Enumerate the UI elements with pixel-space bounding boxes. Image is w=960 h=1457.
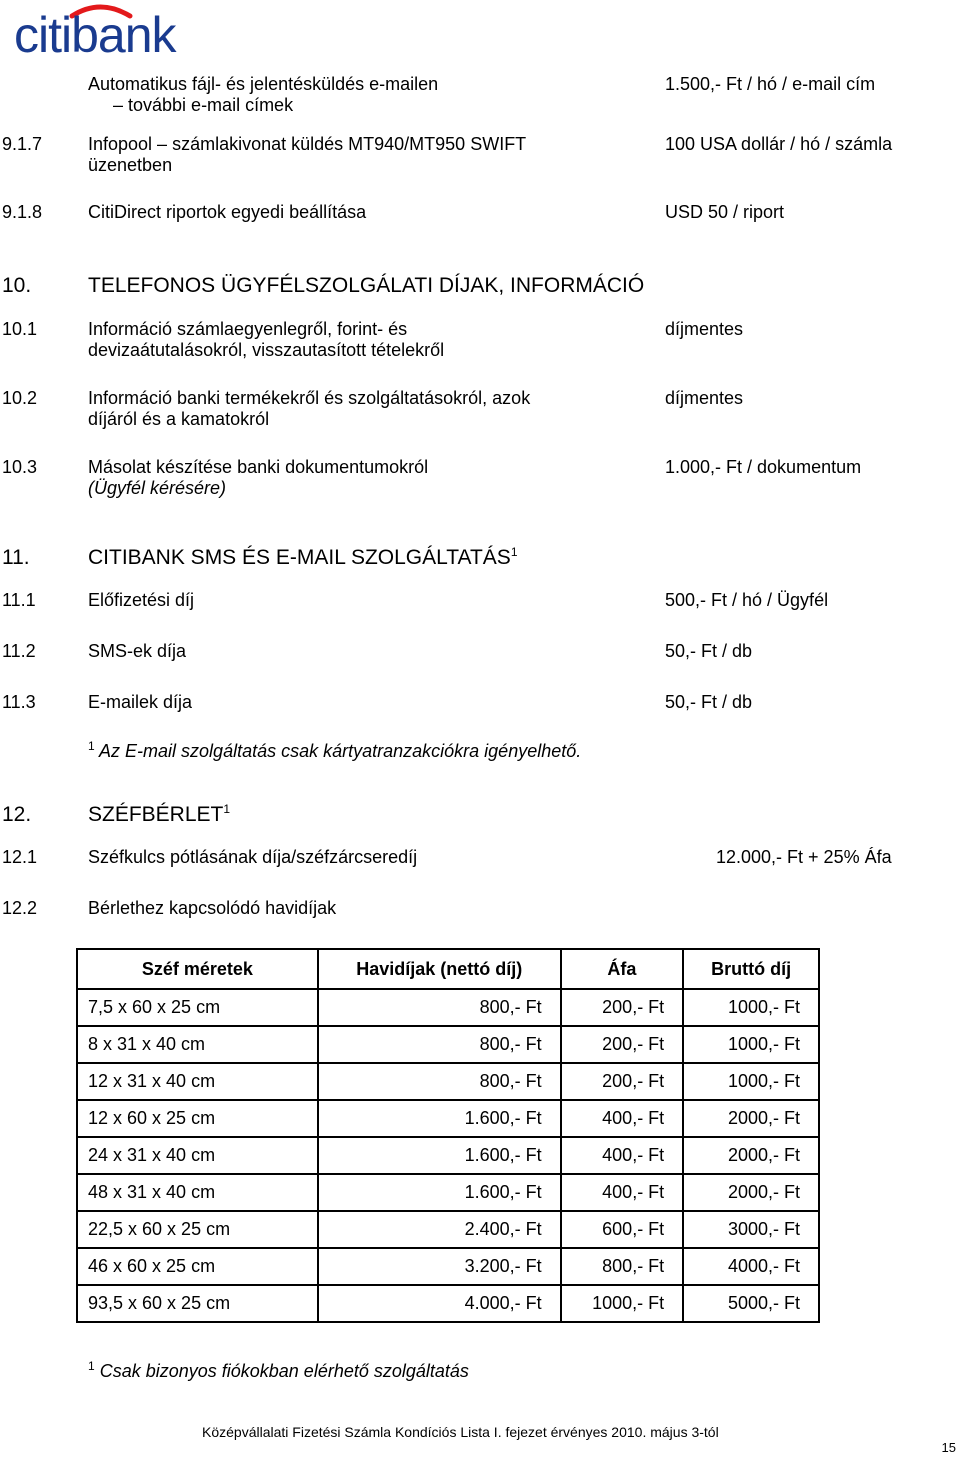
section-12-title: SZÉFBÉRLET <box>88 803 224 826</box>
item-11-1-label: Előfizetési díj <box>88 590 195 610</box>
cell-safe-size: 48 x 31 x 40 cm <box>77 1174 318 1211</box>
item-10-3-line1: Másolat készítése banki dokumentumokról <box>88 457 429 477</box>
row-918-label: CitiDirect riportok egyedi beállítása <box>88 202 367 222</box>
row-917-line2: üzenetben <box>88 155 173 175</box>
cell-monthly-net: 1.600,- Ft <box>318 1100 561 1137</box>
item-10-2-line1: Információ banki termékekről és szolgáltatásokról, azok <box>88 388 531 408</box>
item-11-2-label: SMS-ek díja <box>88 641 187 661</box>
cell-monthly-net: 800,- Ft <box>318 1026 561 1063</box>
table-row <box>77 1026 819 1063</box>
cell-safe-size: 93,5 x 60 x 25 cm <box>77 1285 318 1322</box>
header-gross: Bruttó díj <box>683 949 819 989</box>
cell-vat: 200,- Ft <box>561 989 684 1026</box>
row-918-fee: USD 50 / riport <box>665 202 785 222</box>
item-12-1-num: 12.1 <box>2 847 38 867</box>
section-12-footnote-ref: 1 <box>223 802 231 816</box>
section-10-title: TELEFONOS ÜGYFÉLSZOLGÁLATI DÍJAK, INFORMÁCIÓ <box>88 274 645 297</box>
cell-vat: 400,- Ft <box>561 1137 684 1174</box>
cell-vat: 800,- Ft <box>561 1248 684 1285</box>
cell-safe-size: 7,5 x 60 x 25 cm <box>77 989 318 1026</box>
item-10-1-fee: díjmentes <box>665 319 744 339</box>
cell-vat: 1000,- Ft <box>561 1285 684 1322</box>
cell-monthly-net: 4.000,- Ft <box>318 1285 561 1322</box>
table-row <box>77 1285 819 1322</box>
item-11-3-num: 11.3 <box>2 692 36 712</box>
header-vat: Áfa <box>561 949 684 989</box>
section-10-number: 10. <box>2 274 32 297</box>
header-safe-size: Széf méretek <box>77 949 318 989</box>
item-11-3-label: E-mailek díja <box>88 692 193 712</box>
row-918-num: 9.1.8 <box>2 202 43 222</box>
item-10-3-num: 10.3 <box>2 457 38 477</box>
section-12-number: 12. <box>2 803 32 826</box>
item-10-2-fee: díjmentes <box>665 388 744 408</box>
cell-monthly-net: 3.200,- Ft <box>318 1248 561 1285</box>
item-11-1-fee: 500,- Ft / hó / Ügyfél <box>665 590 829 610</box>
cell-monthly-net: 800,- Ft <box>318 1063 561 1100</box>
cell-safe-size: 8 x 31 x 40 cm <box>77 1026 318 1063</box>
section-11-footnote-text: Az E-mail szolgáltatás csak kártyatranzakciókra igényelhető. <box>99 741 582 761</box>
page-footer: Középvállalati Fizetési Számla Kondíciós Lista I. fejezet érvényes 2010. május 3-tól <box>202 1424 719 1440</box>
section-11-footnote-ref: 1 <box>510 545 518 559</box>
item-10-2-num: 10.2 <box>2 388 38 408</box>
item-10-2-line2: díjáról és a kamatokról <box>88 409 270 429</box>
section-11-number: 11. <box>2 546 30 569</box>
cell-vat: 400,- Ft <box>561 1174 684 1211</box>
table-row <box>77 989 819 1026</box>
table-header-row <box>77 949 819 989</box>
section-12-footnote <box>88 1361 469 1382</box>
section-11-title: CITIBANK SMS ÉS E-MAIL SZOLGÁLTATÁS <box>88 546 511 569</box>
item-10-1-line1: Információ számlaegyenlegről, forint- és <box>88 319 408 339</box>
section-11-footnote-mark: 1 <box>88 739 95 753</box>
header-monthly-net: Havidíjak (nettó díj) <box>318 949 561 989</box>
cell-gross: 5000,- Ft <box>683 1285 819 1322</box>
row-917-line1: Infopool – számlakivonat küldés MT940/MT950 SWIFT <box>88 134 527 154</box>
cell-gross: 4000,- Ft <box>683 1248 819 1285</box>
item-11-3-fee: 50,- Ft / db <box>665 692 753 712</box>
table-row <box>77 1137 819 1174</box>
cell-gross: 1000,- Ft <box>683 1063 819 1100</box>
cell-safe-size: 12 x 60 x 25 cm <box>77 1100 318 1137</box>
safe-rental-table <box>76 948 820 1323</box>
item-11-2-num: 11.2 <box>2 641 36 661</box>
table-row <box>77 1174 819 1211</box>
item-10-3-fee: 1.000,- Ft / dokumentum <box>665 457 862 477</box>
row-auto-line1: Automatikus fájl- és jelentésküldés e-mailen <box>88 74 439 94</box>
section-12-footnote-text: Csak bizonyos fiókokban elérhető szolgáltatás <box>99 1361 469 1381</box>
cell-monthly-net: 2.400,- Ft <box>318 1211 561 1248</box>
cell-monthly-net: 1.600,- Ft <box>318 1174 561 1211</box>
section-11-footnote <box>88 741 581 762</box>
page-number: 15 <box>941 1440 956 1455</box>
item-11-2-fee: 50,- Ft / db <box>665 641 753 661</box>
row-auto-line2: – további e-mail címek <box>113 95 294 115</box>
table-row <box>77 1063 819 1100</box>
cell-safe-size: 22,5 x 60 x 25 cm <box>77 1211 318 1248</box>
citibank-logo <box>14 2 214 58</box>
section-12-footnote-mark: 1 <box>88 1359 95 1373</box>
cell-vat: 400,- Ft <box>561 1100 684 1137</box>
cell-gross: 1000,- Ft <box>683 1026 819 1063</box>
cell-safe-size: 12 x 31 x 40 cm <box>77 1063 318 1100</box>
cell-gross: 2000,- Ft <box>683 1100 819 1137</box>
cell-safe-size: 24 x 31 x 40 cm <box>77 1137 318 1174</box>
cell-safe-size: 46 x 60 x 25 cm <box>77 1248 318 1285</box>
item-10-3-line2: (Ügyfél kérésére) <box>88 478 227 498</box>
table-row <box>77 1100 819 1137</box>
cell-vat: 200,- Ft <box>561 1063 684 1100</box>
table-row <box>77 1211 819 1248</box>
item-12-1-fee: 12.000,- Ft + 25% Áfa <box>716 847 892 867</box>
row-917-num: 9.1.7 <box>2 134 43 154</box>
cell-vat: 600,- Ft <box>561 1211 684 1248</box>
item-11-1-num: 11.1 <box>2 590 36 610</box>
item-12-2-label: Bérlethez kapcsolódó havidíjak <box>88 898 337 918</box>
svg-text:citibank: citibank <box>14 7 176 58</box>
cell-gross: 1000,- Ft <box>683 989 819 1026</box>
item-12-2-num: 12.2 <box>2 898 38 918</box>
row-917-fee: 100 USA dollár / hó / számla <box>665 134 893 154</box>
table-row <box>77 1248 819 1285</box>
item-10-1-num: 10.1 <box>2 319 38 339</box>
section-11-heading <box>88 546 518 570</box>
item-10-1-line2: devizaátutalásokról, visszautasított tételekről <box>88 340 445 360</box>
cell-monthly-net: 800,- Ft <box>318 989 561 1026</box>
row-auto-fee: 1.500,- Ft / hó / e-mail cím <box>665 74 876 94</box>
cell-gross: 2000,- Ft <box>683 1137 819 1174</box>
cell-monthly-net: 1.600,- Ft <box>318 1137 561 1174</box>
cell-gross: 2000,- Ft <box>683 1174 819 1211</box>
section-12-heading <box>88 803 230 827</box>
cell-vat: 200,- Ft <box>561 1026 684 1063</box>
item-12-1-label: Széfkulcs pótlásának díja/széfzárcseredíj <box>88 847 418 867</box>
cell-gross: 3000,- Ft <box>683 1211 819 1248</box>
